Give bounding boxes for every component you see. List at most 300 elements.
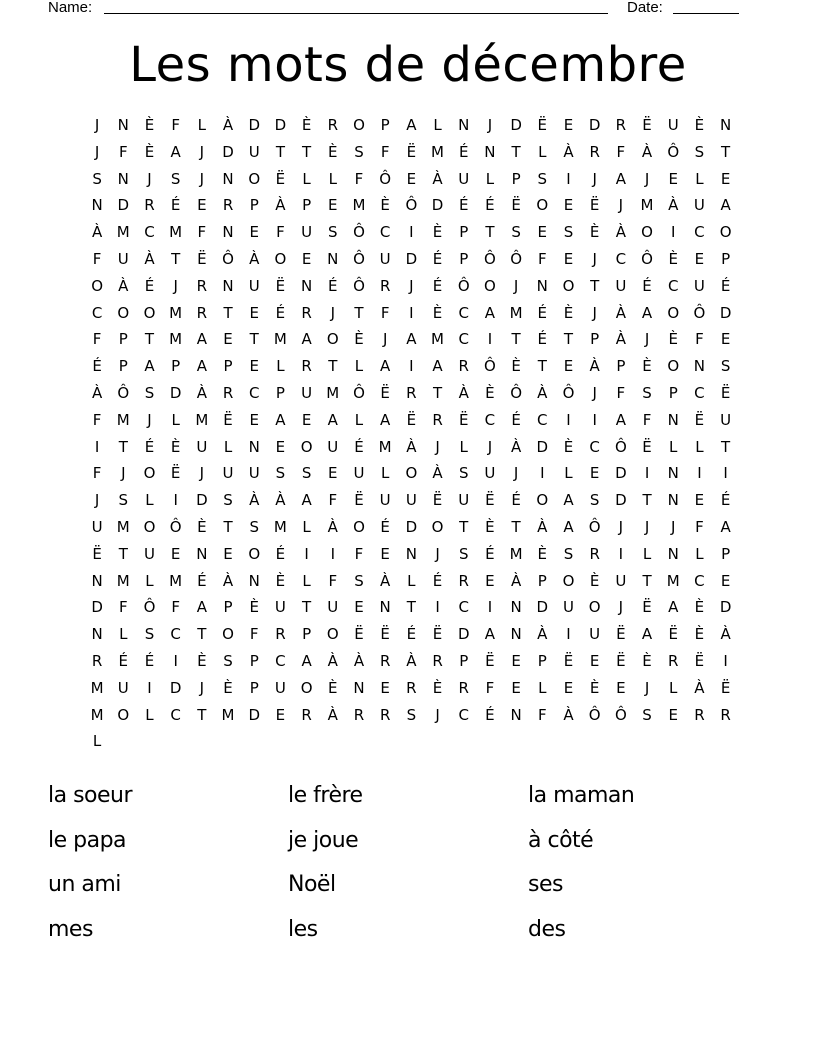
grid-letter[interactable]: S (249, 517, 259, 536)
grid-letter[interactable]: À (118, 276, 129, 295)
grid-letter[interactable]: F (92, 249, 102, 268)
grid-letter[interactable]: J (592, 169, 597, 188)
grid-letter[interactable]: È (197, 517, 207, 536)
grid-letter[interactable]: J (487, 116, 493, 134)
grid-letter[interactable]: I (409, 357, 414, 376)
grid-letter[interactable]: F (642, 410, 652, 429)
grid-letter[interactable]: M (509, 303, 523, 322)
grid-letter[interactable]: A (275, 410, 286, 429)
grid-letter[interactable]: E (616, 678, 626, 697)
grid-letter[interactable]: R (301, 705, 312, 724)
grid-letter[interactable]: N (353, 678, 365, 697)
grid-letter[interactable]: L (302, 169, 311, 188)
grid-letter[interactable]: C (458, 303, 469, 322)
grid-letter[interactable]: O (326, 625, 339, 644)
grid-letter[interactable]: Ë (92, 544, 102, 563)
grid-letter[interactable]: E (589, 464, 600, 483)
grid-letter[interactable]: S (354, 142, 364, 161)
grid-letter[interactable]: È (694, 625, 705, 644)
grid-letter[interactable]: S (170, 169, 181, 188)
grid-letter[interactable]: C (484, 410, 496, 429)
grid-letter[interactable]: É (432, 276, 443, 295)
grid-letter[interactable]: R (275, 625, 286, 644)
grid-letter[interactable]: Ë (380, 625, 390, 644)
grid-letter[interactable]: R (91, 651, 103, 670)
grid-letter[interactable]: Ô (510, 383, 522, 402)
grid-letter[interactable]: F (171, 116, 180, 134)
grid-letter[interactable]: C (537, 410, 548, 429)
grid-letter[interactable]: Ô (588, 705, 601, 724)
grid-letter[interactable]: È (694, 116, 705, 134)
grid-letter[interactable]: A (641, 303, 653, 322)
grid-letter[interactable]: E (694, 249, 705, 268)
grid-letter[interactable]: O (484, 276, 496, 295)
grid-letter[interactable]: R (196, 303, 208, 322)
grid-letter[interactable]: Ë (616, 651, 626, 670)
grid-letter[interactable]: À (249, 249, 260, 268)
grid-letter[interactable]: È (563, 303, 574, 322)
grid-letter[interactable]: I (435, 598, 440, 617)
grid-letter[interactable]: R (327, 116, 338, 134)
grid-letter[interactable]: Ë (275, 276, 286, 295)
grid-letter[interactable]: Ë (694, 410, 705, 429)
grid-letter[interactable]: M (273, 330, 287, 349)
grid-letter[interactable]: È (144, 116, 155, 134)
grid-letter[interactable]: É (328, 276, 338, 295)
grid-letter[interactable]: E (223, 544, 233, 563)
grid-letter[interactable]: C (458, 598, 469, 617)
grid-letter[interactable]: N (667, 491, 679, 510)
grid-letter[interactable]: É (144, 437, 155, 456)
grid-letter[interactable]: I (487, 598, 493, 617)
grid-letter[interactable]: L (407, 571, 416, 590)
grid-letter[interactable]: L (695, 544, 704, 563)
grid-letter[interactable]: Ë (223, 410, 233, 429)
grid-letter[interactable]: P (537, 651, 547, 670)
grid-letter[interactable]: È (223, 678, 233, 697)
grid-letter[interactable]: R (379, 651, 391, 670)
grid-letter[interactable]: J (644, 678, 650, 697)
grid-letter[interactable]: D (169, 383, 182, 402)
grid-letter[interactable]: I (566, 410, 571, 429)
grid-letter[interactable]: Ô (667, 142, 680, 161)
grid-letter[interactable]: O (143, 303, 156, 322)
grid-letter[interactable]: F (118, 142, 128, 161)
grid-letter[interactable]: D (169, 678, 182, 697)
grid-letter[interactable]: U (379, 249, 391, 268)
grid-letter[interactable]: E (563, 116, 574, 134)
grid-letter[interactable]: F (380, 303, 390, 322)
grid-letter[interactable]: M (116, 410, 130, 429)
grid-letter[interactable]: L (145, 491, 154, 510)
grid-letter[interactable]: Ë (694, 651, 705, 670)
grid-letter[interactable]: É (485, 544, 495, 563)
grid-letter[interactable]: S (223, 651, 233, 670)
grid-letter[interactable]: N (693, 357, 706, 376)
grid-letter[interactable]: C (144, 223, 155, 242)
grid-letter[interactable]: N (327, 249, 339, 268)
grid-letter[interactable]: A (301, 651, 312, 670)
grid-letter[interactable]: P (616, 357, 626, 376)
grid-letter[interactable]: U (667, 116, 679, 134)
grid-letter[interactable]: D (248, 705, 260, 724)
grid-letter[interactable]: È (589, 571, 600, 590)
grid-letter[interactable]: Ë (275, 169, 286, 188)
grid-letter[interactable]: D (91, 598, 103, 617)
grid-letter[interactable]: N (222, 276, 234, 295)
grid-letter[interactable]: L (171, 410, 180, 429)
grid-letter[interactable]: D (431, 196, 444, 215)
grid-letter[interactable]: D (222, 142, 234, 161)
grid-letter[interactable]: I (330, 544, 335, 563)
grid-letter[interactable]: A (484, 303, 496, 322)
grid-letter[interactable]: S (118, 491, 129, 510)
grid-letter[interactable]: I (173, 651, 178, 670)
grid-letter[interactable]: L (695, 437, 704, 456)
grid-letter[interactable]: Ë (511, 196, 521, 215)
grid-letter[interactable]: J (513, 464, 519, 483)
grid-letter[interactable]: D (615, 491, 627, 510)
grid-letter[interactable]: N (510, 625, 522, 644)
grid-letter[interactable]: O (143, 517, 156, 536)
grid-letter[interactable]: O (353, 116, 365, 134)
grid-letter[interactable]: D (510, 116, 522, 134)
grid-letter[interactable]: T (275, 142, 285, 161)
grid-letter[interactable]: E (589, 651, 600, 670)
grid-letter[interactable]: U (327, 437, 339, 456)
grid-letter[interactable]: À (275, 491, 286, 510)
grid-letter[interactable]: A (196, 330, 207, 349)
grid-letter[interactable]: J (382, 330, 388, 349)
grid-letter[interactable]: L (145, 705, 154, 724)
grid-letter[interactable]: O (117, 303, 130, 322)
grid-letter[interactable]: Ô (484, 357, 496, 376)
grid-letter[interactable]: L (223, 437, 233, 456)
grid-letter[interactable]: O (562, 571, 575, 590)
grid-letter[interactable]: O (117, 705, 130, 724)
grid-letter[interactable]: U (615, 276, 627, 295)
grid-letter[interactable]: È (328, 142, 338, 161)
grid-letter[interactable]: À (406, 437, 417, 456)
grid-letter[interactable]: J (644, 169, 650, 188)
grid-letter[interactable]: P (302, 196, 312, 215)
grid-letter[interactable]: È (380, 196, 390, 215)
grid-letter[interactable]: L (145, 571, 154, 590)
grid-letter[interactable]: M (90, 678, 104, 697)
grid-letter[interactable]: R (222, 196, 234, 215)
grid-letter[interactable]: D (196, 491, 208, 510)
grid-letter[interactable]: F (485, 678, 495, 697)
grid-letter[interactable]: Ë (642, 598, 652, 617)
grid-letter[interactable]: Ô (222, 249, 234, 268)
grid-letter[interactable]: Ë (537, 116, 548, 134)
grid-letter[interactable]: F (537, 249, 547, 268)
grid-letter[interactable]: N (379, 598, 391, 617)
grid-letter[interactable]: L (302, 517, 311, 536)
grid-letter[interactable]: Ô (484, 249, 496, 268)
grid-letter[interactable]: E (301, 249, 312, 268)
name-field[interactable] (104, 13, 608, 14)
grid-letter[interactable]: R (144, 196, 155, 215)
grid-letter[interactable]: R (196, 276, 208, 295)
grid-letter[interactable]: L (354, 357, 364, 376)
grid-letter[interactable]: T (459, 517, 469, 536)
grid-letter[interactable]: S (589, 491, 600, 510)
grid-letter[interactable]: L (695, 169, 704, 188)
grid-letter[interactable]: A (615, 410, 626, 429)
grid-letter[interactable]: Ë (432, 625, 443, 644)
grid-letter[interactable]: N (248, 437, 260, 456)
grid-letter[interactable]: C (667, 276, 679, 295)
grid-letter[interactable]: É (92, 357, 102, 376)
grid-letter[interactable]: Ô (353, 383, 365, 402)
grid-letter[interactable]: È (694, 598, 705, 617)
grid-letter[interactable]: E (354, 598, 364, 617)
grid-letter[interactable]: È (668, 330, 678, 349)
grid-letter[interactable]: A (144, 357, 155, 376)
grid-letter[interactable]: M (195, 410, 209, 429)
grid-letter[interactable]: È (589, 678, 600, 697)
grid-letter[interactable]: Ë (485, 491, 495, 510)
grid-letter[interactable]: R (589, 544, 600, 563)
grid-letter[interactable]: È (328, 678, 338, 697)
grid-letter[interactable]: E (668, 169, 678, 188)
grid-letter[interactable]: À (615, 303, 626, 322)
grid-letter[interactable]: Ô (353, 223, 365, 242)
grid-letter[interactable]: S (563, 544, 574, 563)
grid-letter[interactable]: É (432, 249, 443, 268)
grid-letter[interactable]: E (406, 169, 417, 188)
grid-letter[interactable]: U (222, 464, 234, 483)
grid-letter[interactable]: Ë (406, 410, 417, 429)
grid-letter[interactable]: N (510, 705, 522, 724)
grid-letter[interactable]: J (513, 276, 519, 295)
grid-letter[interactable]: S (537, 169, 548, 188)
grid-letter[interactable]: E (563, 249, 574, 268)
grid-letter[interactable]: À (615, 330, 626, 349)
grid-letter[interactable]: R (720, 705, 731, 724)
grid-letter[interactable]: M (431, 142, 444, 161)
grid-letter[interactable]: J (435, 705, 440, 724)
grid-letter[interactable]: T (197, 705, 207, 724)
grid-letter[interactable]: I (618, 544, 624, 563)
grid-letter[interactable]: T (197, 625, 207, 644)
grid-letter[interactable]: À (91, 223, 103, 242)
grid-letter[interactable]: È (197, 651, 207, 670)
grid-letter[interactable]: E (249, 303, 259, 322)
grid-letter[interactable]: I (304, 544, 309, 563)
grid-letter[interactable]: À (275, 196, 286, 215)
grid-letter[interactable]: U (274, 598, 286, 617)
grid-letter[interactable]: O (326, 330, 339, 349)
grid-letter[interactable]: S (511, 223, 521, 242)
grid-letter[interactable]: Ô (457, 276, 470, 295)
grid-letter[interactable]: U (274, 678, 286, 697)
grid-letter[interactable]: A (196, 357, 207, 376)
grid-letter[interactable]: U (301, 383, 313, 402)
grid-letter[interactable]: M (352, 196, 366, 215)
grid-letter[interactable]: E (249, 223, 259, 242)
grid-letter[interactable]: C (248, 383, 260, 402)
grid-letter[interactable]: À (458, 383, 469, 402)
grid-letter[interactable]: E (275, 437, 286, 456)
grid-letter[interactable]: À (641, 142, 653, 161)
grid-letter[interactable]: M (116, 223, 130, 242)
grid-letter[interactable]: À (196, 383, 207, 402)
grid-letter[interactable]: T (171, 249, 181, 268)
grid-letter[interactable]: P (380, 116, 390, 134)
grid-letter[interactable]: È (170, 437, 181, 456)
grid-letter[interactable]: R (222, 383, 234, 402)
grid-letter[interactable]: I (566, 169, 571, 188)
grid-letter[interactable]: L (669, 678, 678, 697)
grid-letter[interactable]: E (511, 651, 521, 670)
grid-letter[interactable]: É (720, 276, 731, 295)
grid-letter[interactable]: E (380, 678, 390, 697)
grid-letter[interactable]: O (588, 598, 601, 617)
grid-letter[interactable]: I (94, 437, 100, 456)
grid-letter[interactable]: E (694, 491, 705, 510)
grid-letter[interactable]: N (91, 625, 103, 644)
grid-letter[interactable]: P (275, 383, 285, 402)
grid-letter[interactable]: Ô (614, 705, 627, 724)
grid-letter[interactable]: R (458, 571, 469, 590)
grid-letter[interactable]: J (94, 116, 100, 134)
grid-letter[interactable]: À (720, 625, 731, 644)
grid-letter[interactable]: U (91, 517, 103, 536)
grid-letter[interactable]: J (199, 678, 205, 697)
grid-letter[interactable]: L (92, 732, 102, 751)
grid-letter[interactable]: U (484, 464, 496, 483)
grid-letter[interactable]: R (458, 357, 469, 376)
grid-letter[interactable]: C (379, 223, 391, 242)
grid-letter[interactable]: À (563, 705, 574, 724)
grid-letter[interactable]: M (169, 571, 183, 590)
grid-letter[interactable]: F (354, 544, 364, 563)
grid-letter[interactable]: P (721, 249, 731, 268)
grid-letter[interactable]: I (409, 303, 414, 322)
grid-letter[interactable]: O (667, 303, 680, 322)
grid-letter[interactable]: C (615, 249, 627, 268)
grid-letter[interactable]: À (432, 464, 443, 483)
grid-letter[interactable]: J (644, 517, 650, 536)
grid-letter[interactable]: J (618, 598, 624, 617)
grid-letter[interactable]: O (431, 517, 444, 536)
grid-letter[interactable]: N (458, 116, 470, 134)
grid-letter[interactable]: T (485, 223, 495, 242)
grid-letter[interactable]: F (328, 571, 338, 590)
grid-letter[interactable]: A (563, 491, 574, 510)
grid-letter[interactable]: F (249, 625, 259, 644)
grid-letter[interactable]: U (589, 625, 601, 644)
grid-letter[interactable]: Ô (143, 598, 156, 617)
grid-letter[interactable]: I (697, 464, 702, 483)
grid-letter[interactable]: R (379, 276, 391, 295)
grid-letter[interactable]: T (144, 330, 155, 349)
grid-letter[interactable]: A (301, 491, 312, 510)
grid-letter[interactable]: R (458, 678, 469, 697)
grid-letter[interactable]: T (328, 357, 338, 376)
grid-letter[interactable]: U (248, 464, 260, 483)
grid-letter[interactable]: U (353, 464, 365, 483)
grid-letter[interactable]: N (667, 544, 679, 563)
grid-letter[interactable]: D (588, 116, 601, 134)
grid-letter[interactable]: Ë (589, 196, 600, 215)
grid-letter[interactable]: Ô (641, 249, 653, 268)
grid-letter[interactable]: À (510, 571, 522, 590)
grid-letter[interactable]: A (563, 517, 574, 536)
grid-letter[interactable]: Ô (405, 196, 418, 215)
grid-letter[interactable]: É (485, 196, 495, 215)
grid-letter[interactable]: E (720, 330, 731, 349)
grid-letter[interactable]: Ô (117, 383, 130, 402)
grid-letter[interactable]: E (720, 169, 731, 188)
grid-letter[interactable]: À (222, 116, 234, 134)
grid-letter[interactable]: U (693, 276, 705, 295)
grid-letter[interactable]: É (511, 410, 521, 429)
grid-letter[interactable]: S (301, 464, 312, 483)
grid-letter[interactable]: N (222, 169, 234, 188)
grid-letter[interactable]: É (275, 303, 286, 322)
grid-letter[interactable]: J (94, 142, 100, 161)
date-field[interactable] (673, 13, 739, 14)
grid-letter[interactable]: D (457, 625, 470, 644)
grid-letter[interactable]: L (328, 169, 337, 188)
grid-letter[interactable]: O (536, 491, 549, 510)
grid-letter[interactable]: À (353, 651, 365, 670)
grid-letter[interactable]: T (642, 491, 652, 510)
grid-letter[interactable]: P (668, 383, 678, 402)
grid-letter[interactable]: Ë (485, 651, 495, 670)
grid-letter[interactable]: À (91, 383, 103, 402)
grid-letter[interactable]: P (249, 651, 259, 670)
grid-letter[interactable]: F (118, 598, 128, 617)
grid-letter[interactable]: I (644, 464, 650, 483)
grid-letter[interactable]: E (563, 196, 574, 215)
grid-letter[interactable]: M (116, 517, 130, 536)
grid-letter[interactable]: T (537, 357, 547, 376)
grid-letter[interactable]: Ô (588, 517, 601, 536)
grid-letter[interactable]: F (171, 598, 180, 617)
grid-letter[interactable]: U (562, 598, 574, 617)
grid-letter[interactable]: T (223, 303, 233, 322)
grid-letter[interactable]: A (170, 142, 181, 161)
grid-letter[interactable]: S (458, 544, 469, 563)
grid-letter[interactable]: U (327, 598, 339, 617)
grid-letter[interactable]: À (222, 571, 234, 590)
grid-letter[interactable]: C (170, 705, 181, 724)
grid-letter[interactable]: J (435, 544, 440, 563)
grid-letter[interactable]: À (589, 357, 600, 376)
grid-letter[interactable]: R (694, 705, 705, 724)
grid-letter[interactable]: A (432, 357, 443, 376)
grid-letter[interactable]: P (459, 223, 469, 242)
grid-letter[interactable]: C (458, 330, 469, 349)
grid-letter[interactable]: C (91, 303, 103, 322)
grid-letter[interactable]: M (431, 330, 444, 349)
grid-letter[interactable]: L (538, 142, 547, 161)
grid-letter[interactable]: Ô (693, 303, 706, 322)
grid-letter[interactable]: È (432, 223, 443, 242)
grid-letter[interactable]: È (485, 383, 495, 402)
grid-letter[interactable]: O (248, 169, 261, 188)
grid-letter[interactable]: S (92, 169, 102, 188)
grid-letter[interactable]: À (327, 705, 338, 724)
grid-letter[interactable]: J (618, 517, 624, 536)
grid-letter[interactable]: U (693, 196, 705, 215)
grid-letter[interactable]: P (511, 169, 521, 188)
grid-letter[interactable]: R (301, 357, 312, 376)
